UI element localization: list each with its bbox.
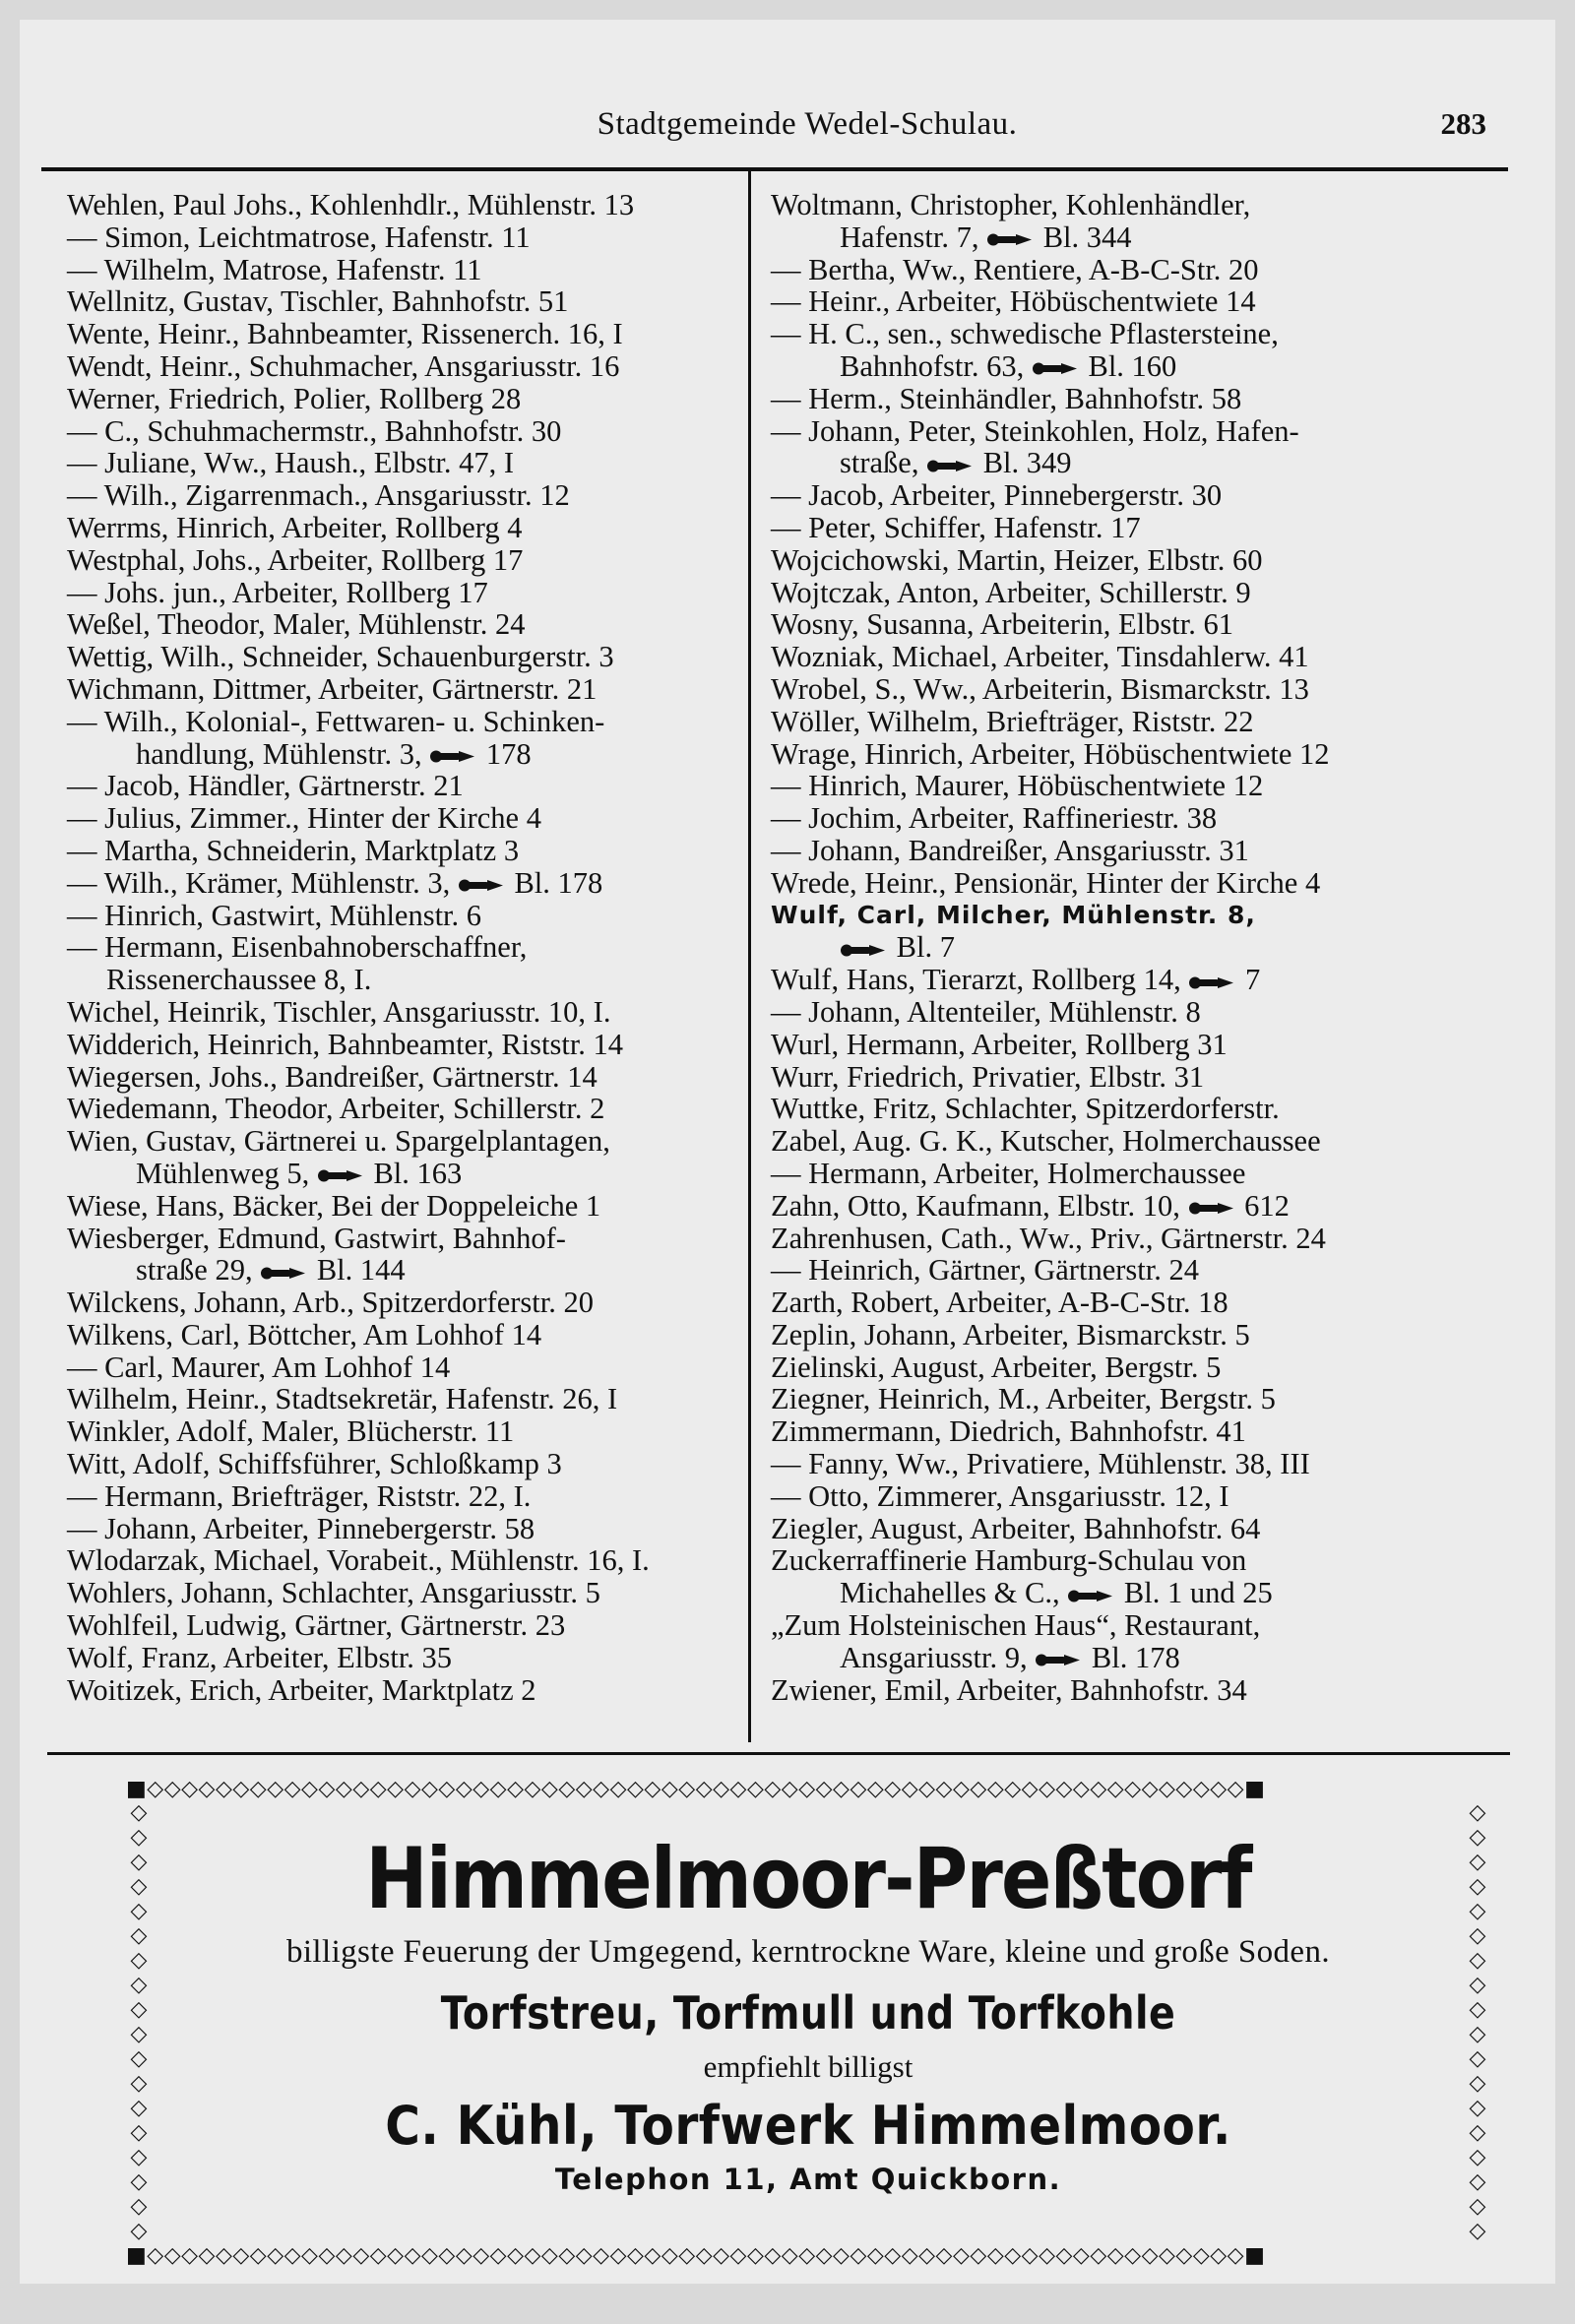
entry-text: — C., Schuhmachermstr., Bahnhofstr. 30 xyxy=(67,413,562,448)
directory-entry xyxy=(67,415,746,448)
directory-entry xyxy=(771,1544,1480,1577)
directory-entry xyxy=(67,512,746,544)
entry-text: Wilkens, Carl, Böttcher, Am Lohhof 14 xyxy=(67,1317,542,1351)
entry-text: — H. C., sen., schwedische Pflastersteine, xyxy=(771,317,1279,351)
directory-entry xyxy=(67,964,746,996)
phone-number: 178 xyxy=(485,736,532,771)
entry-text: Ziegner, Heinrich, M., Arbeiter, Bergstr. 5 xyxy=(771,1382,1276,1416)
entry-text: — Simon, Leichtmatrose, Hafenstr. 11 xyxy=(67,220,531,254)
directory-entry xyxy=(67,383,746,415)
directory-entry xyxy=(771,1125,1480,1158)
directory-entry xyxy=(771,1190,1480,1223)
directory-entry xyxy=(67,673,746,706)
entry-text: — Johann, Arbeiter, Pinnebergerstr. 58 xyxy=(67,1511,536,1545)
entry-text: Rissenerchaussee 8, I. xyxy=(106,963,372,997)
directory-entry xyxy=(771,738,1480,771)
phone-number: Bl. 160 xyxy=(1088,348,1177,383)
diamond-border-icon: ◇◇◇◇◇◇◇◇◇◇◇◇◇◇◇◇◇◇ xyxy=(1469,1800,1486,2243)
phone-number: Bl. 7 xyxy=(896,930,955,965)
entry-text: — Wilh., Zigarrenmach., Ansgariusstr. 12 xyxy=(67,478,570,513)
entry-text: Wiegersen, Johs., Bandreißer, Gärtnerstr. 14 xyxy=(67,1059,598,1094)
phone-number: Bl. 178 xyxy=(514,865,603,900)
entry-text: Wohlers, Johann, Schlachter, Ansgariusstr. 5 xyxy=(67,1576,600,1610)
directory-entry xyxy=(67,770,746,802)
directory-entry xyxy=(67,1158,746,1190)
entry-text: — Johs. jun., Arbeiter, Rollberg 17 xyxy=(67,575,488,609)
entry-text: — Johann, Peter, Steinkohlen, Holz, Hafen- xyxy=(771,413,1299,448)
ad-recommendation: empfiehlt billigst xyxy=(703,2049,914,2084)
phone-number: Bl. 163 xyxy=(373,1156,463,1190)
directory-entry xyxy=(771,350,1480,383)
entry-text: Weßel, Theodor, Maler, Mühlenstr. 24 xyxy=(67,607,526,642)
telephone-hand-icon xyxy=(1067,1589,1116,1603)
entry-text: Wrobel, S., Ww., Arbeiterin, Bismarckstr. 13 xyxy=(771,671,1309,706)
entry-text: Widderich, Heinrich, Bahnbeamter, Riststr. 14 xyxy=(67,1027,624,1061)
directory-entry xyxy=(67,835,746,867)
directory-entry xyxy=(771,544,1480,577)
entry-text: — Hermann, Arbeiter, Holmerchaussee xyxy=(771,1156,1246,1190)
diamond-border-icon: ■◇◇◇◇◇◇◇◇◇◇◇◇◇◇◇◇◇◇◇◇◇◇◇◇◇◇◇◇◇◇◇◇◇◇◇◇◇◇◇◇◇◇◇◇◇◇◇◇◇◇◇◇◇◇◇◇◇◇◇◇◇◇◇◇■ xyxy=(126,1777,1266,1801)
directory-entry xyxy=(67,1480,746,1513)
entry-text: Zabel, Aug. G. K., Kutscher, Holmerchaussee xyxy=(771,1124,1321,1159)
directory-entry xyxy=(771,770,1480,802)
directory-entry xyxy=(67,1383,746,1415)
entry-text: Ansgariusstr. 9, xyxy=(840,1640,1028,1674)
entry-text: Wrede, Heinr., Pensionär, Hinter der Kirche 4 xyxy=(771,865,1321,900)
directory-entry xyxy=(67,1674,746,1707)
directory-entry xyxy=(771,931,1480,964)
entry-text: — Hermann, Briefträger, Riststr. 22, I. xyxy=(67,1478,532,1513)
directory-entry xyxy=(771,1674,1480,1707)
directory-entry xyxy=(771,1480,1480,1513)
entry-text: — Hinrich, Gastwirt, Mühlenstr. 6 xyxy=(67,898,482,932)
directory-entry xyxy=(67,867,746,900)
entry-text: Wettig, Wilh., Schneider, Schauenburgerstr. 3 xyxy=(67,640,614,674)
ad-tagline: billigste Feuerung der Umgegend, kerntrockne Ware, kleine und große Soden. xyxy=(285,1934,1331,1970)
entry-text: Wuttke, Fritz, Schlachter, Spitzerdorferstr. xyxy=(771,1092,1280,1126)
ad-telephone: Telephon 11, Amt Quickborn. xyxy=(554,2163,1062,2196)
entry-text: Wellnitz, Gustav, Tischler, Bahnhofstr. 51 xyxy=(67,284,569,319)
directory-entry xyxy=(67,1544,746,1577)
telephone-hand-icon xyxy=(926,459,976,473)
entry-text: Wojcichowski, Martin, Heizer, Elbstr. 60 xyxy=(771,542,1263,577)
directory-entry xyxy=(771,1609,1480,1642)
directory-entry xyxy=(771,1513,1480,1545)
directory-entry xyxy=(771,1093,1480,1125)
directory-entry xyxy=(771,1577,1480,1609)
entry-text: Wrage, Hinrich, Arbeiter, Höbüschentwiete 12 xyxy=(771,736,1330,771)
telephone-hand-icon xyxy=(429,749,478,764)
directory-entry xyxy=(771,900,1480,932)
entry-text: — Martha, Schneiderin, Marktplatz 3 xyxy=(67,833,520,867)
directory-entry xyxy=(67,254,746,286)
entry-text: — Johann, Bandreißer, Ansgariusstr. 31 xyxy=(771,833,1249,867)
entry-text: Zielinski, August, Arbeiter, Bergstr. 5 xyxy=(771,1350,1222,1384)
directory-entry xyxy=(67,1061,746,1094)
entry-text: — Jochim, Arbeiter, Raffineriestr. 38 xyxy=(771,801,1218,836)
entry-text: Zimmermann, Diedrich, Bahnhofstr. 41 xyxy=(771,1414,1246,1449)
entry-text: Winkler, Adolf, Maler, Blücherstr. 11 xyxy=(67,1414,515,1449)
entry-text: Hafenstr. 7, xyxy=(840,220,979,254)
entry-text: Wosny, Susanna, Arbeiterin, Elbstr. 61 xyxy=(771,607,1233,642)
directory-entry xyxy=(67,738,746,771)
directory-entry xyxy=(771,1319,1480,1351)
directory-page xyxy=(20,20,1555,2284)
directory-entry xyxy=(67,1190,746,1223)
directory-entry xyxy=(771,835,1480,867)
entry-text: Wilckens, Johann, Arb., Spitzerdorferstr. 20 xyxy=(67,1286,594,1320)
directory-entry xyxy=(67,447,746,479)
directory-entry xyxy=(771,1158,1480,1190)
entry-text: Wilhelm, Heinr., Stadtsekretär, Hafenstr. 26, I xyxy=(67,1382,618,1416)
entry-text: Wöller, Wilhelm, Briefträger, Riststr. 22 xyxy=(771,704,1254,738)
directory-entry xyxy=(771,641,1480,673)
page-number: 283 xyxy=(1440,106,1486,141)
entry-text: — Peter, Schiffer, Hafenstr. 17 xyxy=(771,510,1141,544)
directory-entry xyxy=(67,1223,746,1255)
entry-text: Bahnhofstr. 63, xyxy=(840,348,1025,383)
entry-text: — Herm., Steinhändler, Bahnhofstr. 58 xyxy=(771,381,1242,415)
directory-entry xyxy=(67,608,746,641)
entry-text: Zahrenhusen, Cath., Ww., Priv., Gärtnerstr. 24 xyxy=(771,1221,1326,1255)
entry-text: — Wilhelm, Matrose, Hafenstr. 11 xyxy=(67,252,482,286)
entry-text: Wien, Gustav, Gärtnerei u. Spargelplantagen, xyxy=(67,1124,610,1159)
directory-entry xyxy=(67,1415,746,1448)
directory-entry xyxy=(771,1223,1480,1255)
entry-text: Zwiener, Emil, Arbeiter, Bahnhofstr. 34 xyxy=(771,1672,1247,1707)
entry-text: Michahelles & C., xyxy=(840,1576,1060,1610)
entry-text: Wente, Heinr., Bahnbeamter, Rissenerch. 16, I xyxy=(67,317,623,351)
entry-text: — Jacob, Arbeiter, Pinnebergerstr. 30 xyxy=(771,478,1223,513)
directory-entry xyxy=(67,285,746,318)
entry-text: Woitizek, Erich, Arbeiter, Marktplatz 2 xyxy=(67,1672,536,1707)
directory-entry xyxy=(67,1513,746,1545)
phone-number: Bl. 144 xyxy=(316,1253,406,1288)
directory-entry xyxy=(67,1642,746,1674)
directory-entry xyxy=(67,1351,746,1384)
entry-text: „Zum Holsteinischen Haus“, Restaurant, xyxy=(771,1608,1261,1643)
entry-text: Wiesberger, Edmund, Gastwirt, Bahnhof- xyxy=(67,1221,566,1255)
phone-number: Bl. 1 und 25 xyxy=(1123,1576,1273,1610)
ad-headline: Himmelmoor-Preßtorf xyxy=(365,1830,1251,1928)
directory-entry xyxy=(67,1448,746,1480)
left-column xyxy=(67,189,746,1706)
entry-text: straße 29, xyxy=(136,1253,253,1288)
directory-entry xyxy=(67,900,746,932)
directory-entry xyxy=(67,802,746,835)
entry-text: Zahn, Otto, Kaufmann, Elbstr. 10, xyxy=(771,1188,1180,1223)
directory-entry xyxy=(771,1642,1480,1674)
entry-text: Wehlen, Paul Johs., Kohlenhdlr., Mühlenstr. 13 xyxy=(67,188,635,221)
entry-text: — Wilh., Krämer, Mühlenstr. 3, xyxy=(67,865,451,900)
phone-number: 7 xyxy=(1244,963,1261,997)
entry-text: Zeplin, Johann, Arbeiter, Bismarckstr. 5 xyxy=(771,1317,1250,1351)
directory-entry xyxy=(771,221,1480,254)
directory-entry xyxy=(771,608,1480,641)
directory-entry xyxy=(67,350,746,383)
directory-entry xyxy=(67,931,746,964)
telephone-hand-icon xyxy=(260,1266,309,1281)
telephone-hand-icon xyxy=(1188,975,1237,990)
ad-products: Torfstreu, Torfmull und Torfkohle xyxy=(440,1986,1176,2040)
entry-text: — Carl, Maurer, Am Lohhof 14 xyxy=(67,1350,451,1384)
directory-entry xyxy=(67,706,746,738)
directory-entry xyxy=(771,706,1480,738)
entry-text: — Jacob, Händler, Gärtnerstr. 21 xyxy=(67,769,464,803)
directory-entry xyxy=(771,254,1480,286)
directory-entry xyxy=(67,1577,746,1609)
directory-entry xyxy=(67,479,746,512)
directory-entry xyxy=(771,964,1480,996)
directory-entry xyxy=(771,1061,1480,1094)
phone-number: Bl. 344 xyxy=(1042,220,1132,254)
directory-entry xyxy=(67,1609,746,1642)
entry-text: — Bertha, Ww., Rentiere, A-B-C-Str. 20 xyxy=(771,252,1259,286)
entry-text: — Heinrich, Gärtner, Gärtnerstr. 24 xyxy=(771,1253,1199,1288)
entry-text: Wohlfeil, Ludwig, Gärtner, Gärtnerstr. 23 xyxy=(67,1608,566,1643)
directory-entry xyxy=(771,1448,1480,1480)
telephone-hand-icon xyxy=(840,943,889,958)
entry-text: handlung, Mühlenstr. 3, xyxy=(136,736,422,771)
entry-text: Mühlenweg 5, xyxy=(136,1156,310,1190)
telephone-hand-icon xyxy=(986,232,1036,247)
directory-entry xyxy=(67,221,746,254)
entry-text: Zarth, Robert, Arbeiter, A-B-C-Str. 18 xyxy=(771,1286,1228,1320)
entry-text: — Otto, Zimmerer, Ansgariusstr. 12, I xyxy=(771,1478,1229,1513)
directory-entry xyxy=(67,1125,746,1158)
telephone-hand-icon xyxy=(1188,1201,1237,1216)
column-divider xyxy=(748,167,751,1742)
directory-entry xyxy=(771,285,1480,318)
directory-entry xyxy=(771,802,1480,835)
directory-entry xyxy=(67,318,746,350)
entry-text: Wiedemann, Theodor, Arbeiter, Schillerstr. 2 xyxy=(67,1092,605,1126)
directory-entry xyxy=(67,1254,746,1287)
entry-text: Wozniak, Michael, Arbeiter, Tinsdahlerw. 41 xyxy=(771,640,1309,674)
advertisement-rule xyxy=(47,1752,1510,1755)
directory-entry xyxy=(771,415,1480,448)
advertisement xyxy=(126,1777,1490,2269)
phone-number: Bl. 178 xyxy=(1091,1640,1180,1674)
entry-text: Wulf, Carl, Milcher, Mühlenstr. 8, xyxy=(771,900,1256,929)
directory-entry xyxy=(771,1383,1480,1415)
telephone-hand-icon xyxy=(317,1168,366,1183)
entry-text: Wichmann, Dittmer, Arbeiter, Gärtnerstr. 21 xyxy=(67,671,598,706)
directory-entry xyxy=(771,189,1480,221)
entry-text: Ziegler, August, Arbeiter, Bahnhofstr. 64 xyxy=(771,1511,1261,1545)
page-title: Stadtgemeinde Wedel-Schulau. xyxy=(597,106,1018,142)
directory-entry xyxy=(771,1351,1480,1384)
directory-entry xyxy=(67,996,746,1029)
directory-entry xyxy=(771,1029,1480,1061)
diamond-border-icon: ◇◇◇◇◇◇◇◇◇◇◇◇◇◇◇◇◇◇ xyxy=(130,1800,148,2243)
entry-text: straße, xyxy=(840,446,919,480)
directory-entry xyxy=(771,1254,1480,1287)
directory-entry xyxy=(67,1093,746,1125)
entry-text: — Wilh., Kolonial-, Fettwaren- u. Schinken- xyxy=(67,704,605,738)
directory-entry xyxy=(771,383,1480,415)
page-header xyxy=(98,106,1516,156)
directory-entry xyxy=(67,641,746,673)
telephone-hand-icon xyxy=(1032,361,1081,376)
entry-text: — Fanny, Ww., Privatiere, Mühlenstr. 38, III xyxy=(771,1447,1310,1481)
directory-entry xyxy=(771,318,1480,350)
telephone-hand-icon xyxy=(458,878,507,893)
directory-entry xyxy=(771,577,1480,609)
directory-entry xyxy=(771,1287,1480,1319)
phone-number: 612 xyxy=(1244,1188,1290,1223)
ad-company: C. Kühl, Torfwerk Himmelmoor. xyxy=(385,2095,1231,2157)
entry-text: Wolf, Franz, Arbeiter, Elbstr. 35 xyxy=(67,1640,453,1674)
entry-text: — Hermann, Eisenbahnoberschaffner, xyxy=(67,930,528,965)
diamond-border-icon: ■◇◇◇◇◇◇◇◇◇◇◇◇◇◇◇◇◇◇◇◇◇◇◇◇◇◇◇◇◇◇◇◇◇◇◇◇◇◇◇◇◇◇◇◇◇◇◇◇◇◇◇◇◇◇◇◇◇◇◇◇◇◇◇◇■ xyxy=(126,2243,1266,2268)
entry-text: Wichel, Heinrik, Tischler, Ansgariusstr. 10, I. xyxy=(67,994,611,1029)
entry-text: Witt, Adolf, Schiffsführer, Schloßkamp 3 xyxy=(67,1447,562,1481)
entry-text: Wiese, Hans, Bäcker, Bei der Doppeleiche 1 xyxy=(67,1188,601,1223)
phone-number: Bl. 349 xyxy=(982,446,1072,480)
entry-text: — Juliane, Ww., Haush., Elbstr. 47, I xyxy=(67,446,515,480)
entry-text: Wurl, Hermann, Arbeiter, Rollberg 31 xyxy=(771,1027,1228,1061)
entry-text: Wurr, Friedrich, Privatier, Elbstr. 31 xyxy=(771,1059,1205,1094)
entry-text: — Julius, Zimmer., Hinter der Kirche 4 xyxy=(67,801,541,836)
entry-text: Zuckerraffinerie Hamburg-Schulau von xyxy=(771,1543,1247,1578)
entry-text: — Heinr., Arbeiter, Höbüschentwiete 14 xyxy=(771,284,1256,319)
entry-text: — Hinrich, Maurer, Höbüschentwiete 12 xyxy=(771,769,1264,803)
entry-text: Westphal, Johs., Arbeiter, Rollberg 17 xyxy=(67,542,524,577)
entry-text: Wulf, Hans, Tierarzt, Rollberg 14, xyxy=(771,963,1181,997)
telephone-hand-icon xyxy=(1035,1653,1084,1667)
directory-entry xyxy=(771,1415,1480,1448)
directory-entry xyxy=(771,479,1480,512)
directory-entry xyxy=(771,512,1480,544)
directory-entry xyxy=(771,673,1480,706)
entry-text: Werrms, Hinrich, Arbeiter, Rollberg 4 xyxy=(67,510,523,544)
directory-entry xyxy=(67,577,746,609)
entry-text: Wlodarzak, Michael, Vorabeit., Mühlenstr. 16, I. xyxy=(67,1543,650,1578)
entry-text: Wendt, Heinr., Schuhmacher, Ansgariusstr. 16 xyxy=(67,348,620,383)
entry-text: Werner, Friedrich, Polier, Rollberg 28 xyxy=(67,381,522,415)
directory-entry xyxy=(67,189,746,221)
directory-entry xyxy=(771,996,1480,1029)
entry-text: Woltmann, Christopher, Kohlenhändler, xyxy=(771,188,1251,221)
directory-entry xyxy=(771,867,1480,900)
entry-text: Wojtczak, Anton, Arbeiter, Schillerstr. 9 xyxy=(771,575,1251,609)
directory-entry xyxy=(67,544,746,577)
entry-text: — Johann, Altenteiler, Mühlenstr. 8 xyxy=(771,994,1201,1029)
directory-entry xyxy=(67,1287,746,1319)
directory-entry xyxy=(771,447,1480,479)
directory-entry xyxy=(67,1319,746,1351)
right-column xyxy=(771,189,1480,1706)
directory-entry xyxy=(67,1029,746,1061)
header-rule xyxy=(41,167,1508,171)
